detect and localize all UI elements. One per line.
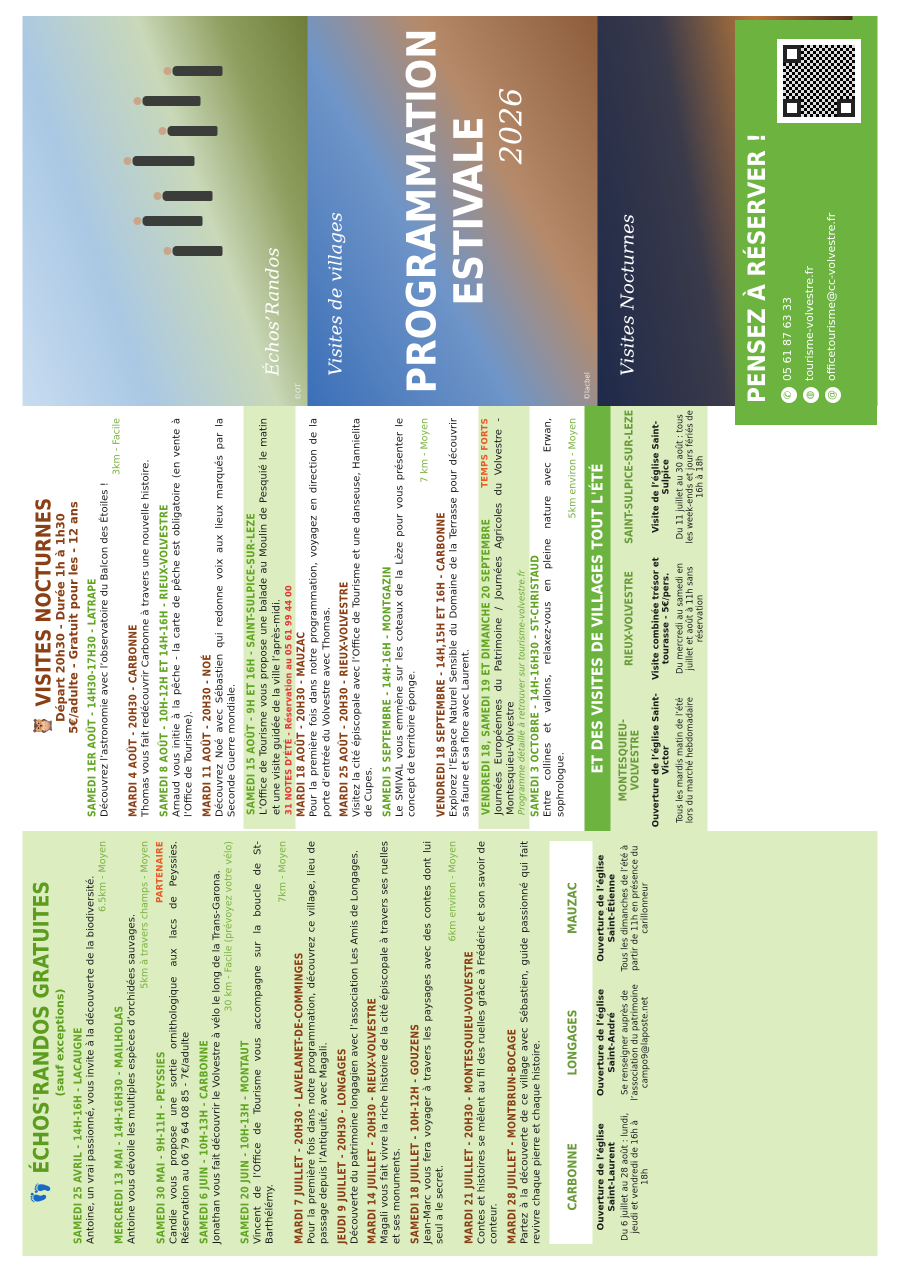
nocturnes-event-description: Le SMIVAL vous emmène sur les coteaux de la Lèze pour vous présenter le concept de territoire éponge.: [394, 418, 418, 817]
echos-event: [463, 841, 501, 1244]
echos-event-heading: SAMEDI 20 JUIN - 10H-13H - MONTAUT: [240, 1040, 252, 1244]
echos-event-meta: 6.5km - Moyen: [97, 841, 109, 912]
phone-icon: ✆: [781, 387, 797, 403]
echos-event-description: Jonathan vous fait découvrir le Volvestre à vélo le long de la Trans-Garona.: [211, 870, 223, 1244]
echos-event-heading: MARDI 14 JUILLET - 20H30 - RIEUX-VOLVESTRE: [367, 998, 379, 1244]
email-link: officetourisme@cc-volvestre.fr: [825, 212, 838, 381]
table-header: CARBONNE: [550, 1110, 593, 1244]
nocturnes-script-label: Visites Nocturnes: [617, 214, 639, 376]
table-header: MONTESQUIEU-VOLVESTRE: [617, 719, 642, 802]
echos-event-tag: PARTENAIRE: [155, 841, 166, 904]
nocturnes-event-list: [87, 418, 579, 817]
at-icon: @: [825, 387, 841, 403]
nocturnes-title-text: VISITES NOCTURNES: [31, 497, 56, 707]
nocturnes-event-meta: 7 km - Moyen: [419, 418, 431, 483]
qr-code: [777, 39, 861, 123]
nocturnes-event-heading: SAMEDI 8 AOÛT - 10H-12H ET 14H-16H - RIEUX-VOLVESTRE: [159, 504, 171, 817]
table-cell-text: Tous les mardis matin de l’été lors du marché hebdomadaire: [674, 697, 695, 824]
nocturnes-event-heading: MARDI 4 AOÛT - 20H30 - CARBONNE: [128, 624, 140, 817]
nocturnes-event-heading: MARDI 18 AOÛT - 20H30 - MAUZAC: [296, 631, 308, 817]
echos-subtitle: (sauf exceptions): [53, 988, 67, 1097]
nocturnes-event-heading: SAMEDI 5 SEPTEMBRE - 14H-16H - MONTGAZIN: [382, 566, 394, 817]
echos-event: [336, 841, 361, 1244]
nocturnes-event: [381, 418, 430, 817]
phone-row[interactable]: [777, 123, 799, 403]
echos-event-heading: MARDI 21 JUILLET - 20H30 - MONTESQUIEU-VOLVESTRE: [464, 951, 476, 1244]
table-cell: [649, 548, 708, 690]
nocturnes-event: [296, 418, 334, 817]
nocturnes-event: [435, 418, 473, 817]
programme-link-note: Programme détaillé à retrouver sur tourisme-volvestre.fr: [517, 569, 528, 815]
table-cell: [593, 1110, 655, 1244]
year-label: 2026: [494, 87, 530, 165]
echos-event-heading: SAMEDI 25 AVRIL - 14H-16H - LACAUGNE: [73, 1027, 85, 1244]
echos-event-description: Découverte du patrimoine longagien avec l’association Les Amis de Longages.: [349, 849, 361, 1244]
table-cell-text: Tous les dimanches de l’été à partir de 11h en présence du carillonneur: [620, 844, 651, 972]
table-cell-text: Se renseigner auprès de l’association du patrimoine campo9@laposte.net: [620, 984, 651, 1101]
nocturnes-event-description: Entre collines et vallons, relaxez-vous en pleine nature avec Erwan, sophrologue.: [542, 418, 567, 817]
nocturnes-event-heading: MARDI 11 AOÛT - 20H30 - NOÉ: [202, 654, 214, 817]
nocturnes-event-description: Pour la première fois dans notre programmation, voyagez en direction de la porte d’entrée du Volvestre avec Thomas.: [308, 418, 333, 817]
echos-event-heading: MARDI 28 JUILLET - MONTBRUN-BOCAGE: [507, 1028, 518, 1244]
nocturnes-event-description: L’Office de Tourisme vous propose une balade au Moulin de Pesquié le matin et une visite guidée de la ville l’après-midi.: [258, 418, 283, 815]
photo-credit-1: ©OT: [294, 383, 303, 400]
echos-event-description: Partez à la découverte de ce village avec Sébastien, guide passionné qui fait revivre chaque pierre et chaque histoire.: [519, 841, 543, 1244]
echos-event-heading: MARDI 7 JUILLET - 20H30 - LAVELANET-DE-COMMINGES: [294, 952, 306, 1244]
echos-church-table: [550, 841, 655, 1244]
nocturnes-event-meta: 3km - Facile: [111, 418, 123, 476]
table-cell-title: Ouverture de l’église Saint-André: [596, 988, 618, 1097]
table-cell-title: Ouverture de l’église Saint-Victor: [651, 693, 672, 828]
echos-event: [409, 841, 458, 1244]
echos-event-description: Contes et histoires se mêlent au fil des ruelles grâce à Frédéric et son savoir de conteur.: [476, 841, 500, 1244]
echos-event-meta: 5km à travers champs - Moyen: [139, 841, 151, 989]
table-cell-title: Visite de l’église Saint-Sulpice: [651, 420, 672, 533]
echos-event: [367, 841, 405, 1244]
nocturnes-event-meta: 5km environ - Moyen: [567, 418, 579, 519]
nocturnes-event-heading: SAMEDI 1ER AOÛT - 14H30-17H30 - LATRAPE: [87, 578, 99, 817]
nocturnes-column: [23, 406, 878, 831]
echos-event-heading: SAMEDI 18 JUILLET - 10H-12H - GOUZENS: [410, 1023, 422, 1244]
echos-event-description: Antoine, un vrai passionné, vous invite à la découverte de la biodiversité.: [85, 875, 97, 1244]
hikers-photo: [23, 16, 308, 406]
village-photo: [308, 16, 598, 406]
table-cell-title: Ouverture de l’église Saint-Étienne: [596, 854, 618, 962]
nocturnes-event-heading: MARDI 25 AOÛT - 20H30 - RIEUX-VOLVESTRE: [339, 581, 351, 817]
nocturnes-event-description: Thomas vous fait redécouvrir Carbonne à travers une nouvelle histoire.: [140, 459, 152, 817]
echos-event-heading: JEUDI 9 JUILLET - 20H30 - LONGAGES: [337, 1048, 349, 1244]
echos-event-meta: 6km environ - Moyen: [447, 841, 459, 942]
echos-event: [73, 841, 109, 1244]
nocturnes-event: [201, 418, 239, 817]
echos-event-description: Pour la première fois dans notre programmation, découvrez ce village, lieu de passage depuis l’Antiquité, avec Magali.: [306, 841, 330, 1244]
echos-event-list: [73, 841, 544, 1244]
reserve-title: PENSEZ À RÉSERVER !: [743, 132, 771, 403]
nocturnes-event: [530, 418, 579, 817]
estivale-title: ESTIVALE: [446, 116, 493, 306]
villages-summer-banner: ET DES VISITES DE VILLAGES TOUT L'ÉTÉ: [585, 406, 611, 831]
echos-event-heading: SAMEDI 6 JUIN - 10H-13H - CARBONNE: [199, 1040, 211, 1244]
nocturnes-title: [33, 418, 55, 817]
nocturnes-event: [158, 418, 196, 817]
echos-randos-column: [23, 831, 878, 1256]
nocturnes-event-description: Découvrez Noé avec Sébastien qui redonne voix aux lieux marqués par la Seconde Guerre mondiale.: [214, 418, 238, 817]
table-header: MAUZAC: [550, 841, 593, 975]
echos-event-description: Antoine vous dévoile les multiples espèces d’orchidées sauvages.: [126, 913, 138, 1244]
nocturnes-event-heading: SAMEDI 3 OCTOBRE - 14H-16H30 - ST-CHRISTAUD: [530, 554, 542, 817]
nocturnes-event-description: Visitez la cité épiscopale avec l’Office de Tourisme et une danseuse, Hannielita de Cupes.: [351, 418, 375, 817]
table-cell-text: Du 11 juillet au 30 août : tous les week-ends et jours fériés de 16h à 18h: [674, 410, 705, 544]
echos-event: [155, 841, 193, 1244]
table-cell-title: Ouverture de l’église Saint-Laurent: [596, 1123, 618, 1231]
echos-title-text: ÉCHOS'RANDOS GRATUITES: [29, 880, 54, 1174]
table-cell: [649, 406, 708, 548]
echos-event-description: Vincent de l’Office de Tourisme vous accompagne sur la boucle de St-Barthélémy.: [252, 841, 276, 1244]
echos-event: [293, 841, 331, 1244]
table-cell: [593, 841, 655, 975]
echos-event: [240, 841, 289, 1244]
echos-event: [114, 841, 150, 1244]
nocturnes-event-description: Découvrez l’astronomie avec l’observatoire du Balcon des Étoiles !: [99, 482, 111, 817]
nocturnes-event-description: Arnaud vous initie à la pêche - la carte de pêche est obligatoire (en vente à l’Office de Tourisme).: [171, 418, 195, 817]
nocturnes-event-description: Explorez l’Espace Naturel Sensible du Domaine de la Terrasse pour découvrir sa faune et sa flore avec Laurent.: [448, 418, 472, 817]
table-header: LONGAGES: [550, 975, 593, 1109]
website-link: tourisme-volvestre.fr: [803, 265, 816, 381]
echos-event: [506, 841, 544, 1244]
nocturnes-sub1: Départ 20h30 - Durée 1h à 1h30: [53, 513, 68, 722]
email-row[interactable]: [821, 123, 843, 403]
nocturnes-event: [128, 418, 153, 817]
photo-credit-2: ©lacbel: [583, 372, 592, 400]
owl-icon: 🦉: [32, 714, 54, 738]
table-cell-text: Du 6 juillet au 28 août : lundi, jeudi et vendredi de 16h à 18h: [620, 1112, 651, 1241]
table-cell: [649, 689, 708, 831]
nocturnes-event: [244, 406, 296, 829]
echos-event-heading: MERCREDI 13 MAI - 14H-16H30 - MAILHOLAS: [114, 1005, 126, 1244]
table-header: SAINT-SULPICE-SUR-LEZE: [623, 409, 636, 544]
phone-number: 05 61 87 63 33: [781, 297, 794, 381]
nocturnes-event-heading: VENDREDI 18 SEPTEMBRE - 14H,15H ET 16H - CARBONNE: [436, 512, 448, 817]
echos-event-description: Jean-Marc vous fera voyager à travers les paysages avec des contes dont lui seul a le secret.: [422, 841, 446, 1244]
echos-event-description: Magali vous fait vivre la riche histoire de la cité épiscopale à travers ses ruelles et ses monuments.: [379, 841, 403, 1244]
globe-icon: ◍: [803, 387, 819, 403]
nocturnes-sub2: 5€/adulte - Gratuit pour les - 12 ans: [66, 501, 81, 734]
table-cell-title: Visite combinée trésor et tourasse - 5€/pers.: [651, 557, 672, 680]
reservation-note: 31 NOTES D’ÉTÉ - Réservation au 05 61 99 44 00: [283, 585, 294, 815]
nocturnes-church-table: [611, 406, 708, 831]
nocturnes-event: [478, 406, 530, 829]
echos-script-label: Échos’Randos: [262, 247, 284, 376]
echos-event-heading: SAMEDI 30 MAI - 9H-11H - PEYSSIES: [156, 1051, 168, 1244]
nocturnes-event-heading: VENDREDI 18, SAMEDI 19 ET DIMANCHE 20 SEPTEMBRE: [481, 518, 492, 815]
echos-event-description: Candie vous propose une sortie ornithologique aux lacs de Peyssies. Réservation au 06 79 64 08 85 - 7€/adulte: [168, 841, 192, 1244]
echos-title: [31, 841, 53, 1244]
nocturnes-event: [87, 418, 123, 817]
table-cell-text: Du mercredi au samedi en juillet et août à 11h sans réservation: [674, 563, 705, 675]
nocturnes-event-heading: SAMEDI 15 AOÛT - 9H ET 16H - SAINT-SULPICE-SUR-LEZE: [246, 513, 258, 815]
website-row[interactable]: [799, 123, 821, 403]
nocturnes-event-tag: TEMPS FORTS: [480, 418, 490, 488]
villages-script-label: Visites de villages: [325, 212, 347, 376]
programmation-title: PROGRAMMATION: [399, 28, 446, 394]
footprint-icon: 👣: [30, 1181, 52, 1205]
echos-event: [198, 841, 234, 1244]
nocturnes-event-description: Journées Européennes du Patrimoine / Journées Agricoles du Volvestre - Montesquieu-Volvestre: [493, 418, 517, 815]
echos-event-meta: 30 km - Facile (prévoyez votre vélo): [223, 841, 235, 1012]
table-header: RIEUX-VOLVESTRE: [623, 571, 636, 666]
echos-event-meta: 7km - Moyen: [277, 841, 289, 903]
table-cell: [593, 975, 655, 1109]
reservation-box: [735, 20, 877, 425]
nocturnes-event: [339, 418, 377, 817]
